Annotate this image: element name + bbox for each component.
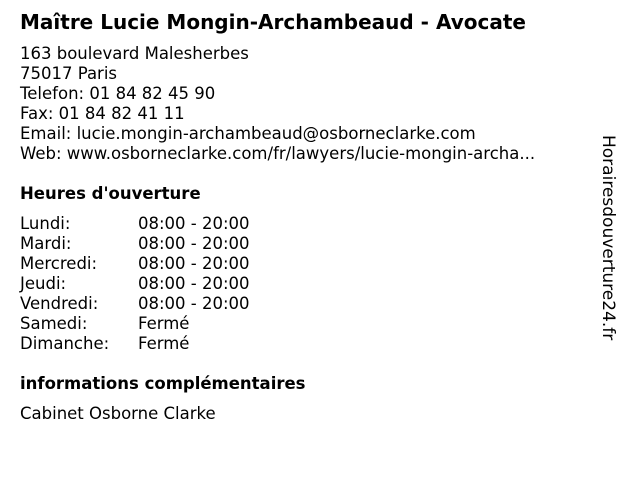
address-street: 163 boulevard Malesherbes xyxy=(20,44,249,63)
hours-row-thursday xyxy=(20,274,320,294)
site-watermark: Horairesdouverture24.fr xyxy=(598,135,618,341)
hours-row-sunday xyxy=(20,334,320,354)
hours-row-monday xyxy=(20,214,320,234)
day-label: Mardi: xyxy=(20,234,72,253)
day-hours: 08:00 - 20:00 xyxy=(138,274,250,293)
fax-line: Fax: 01 84 82 41 11 xyxy=(20,104,185,123)
day-hours: 08:00 - 20:00 xyxy=(138,294,250,313)
day-hours: 08:00 - 20:00 xyxy=(138,214,250,233)
hours-row-tuesday xyxy=(20,234,320,254)
email-line: Email: lucie.mongin-archambeaud@osborneclarke.com xyxy=(20,124,476,143)
day-label: Jeudi: xyxy=(20,274,67,293)
hours-row-saturday xyxy=(20,314,320,334)
contact-info xyxy=(20,44,535,164)
opening-hours-heading: Heures d'ouverture xyxy=(20,184,201,203)
page-title: Maître Lucie Mongin-Archambeaud - Avocate xyxy=(20,10,526,34)
additional-info-text: Cabinet Osborne Clarke xyxy=(20,404,216,423)
day-hours: Fermé xyxy=(138,314,190,333)
day-label: Samedi: xyxy=(20,314,88,333)
day-label: Vendredi: xyxy=(20,294,99,313)
day-label: Lundi: xyxy=(20,214,71,233)
day-hours: 08:00 - 20:00 xyxy=(138,254,250,273)
day-hours: Fermé xyxy=(138,334,190,353)
web-line: Web: www.osborneclarke.com/fr/lawyers/lucie-mongin-archa... xyxy=(20,144,536,163)
hours-row-friday xyxy=(20,294,320,314)
day-label: Mercredi: xyxy=(20,254,98,273)
hours-row-wednesday xyxy=(20,254,320,274)
day-label: Dimanche: xyxy=(20,334,110,353)
additional-info-heading: informations complémentaires xyxy=(20,374,306,393)
address-city: 75017 Paris xyxy=(20,64,118,83)
phone-line: Telefon: 01 84 82 45 90 xyxy=(20,84,216,103)
day-hours: 08:00 - 20:00 xyxy=(138,234,250,253)
opening-hours-table xyxy=(20,214,320,354)
